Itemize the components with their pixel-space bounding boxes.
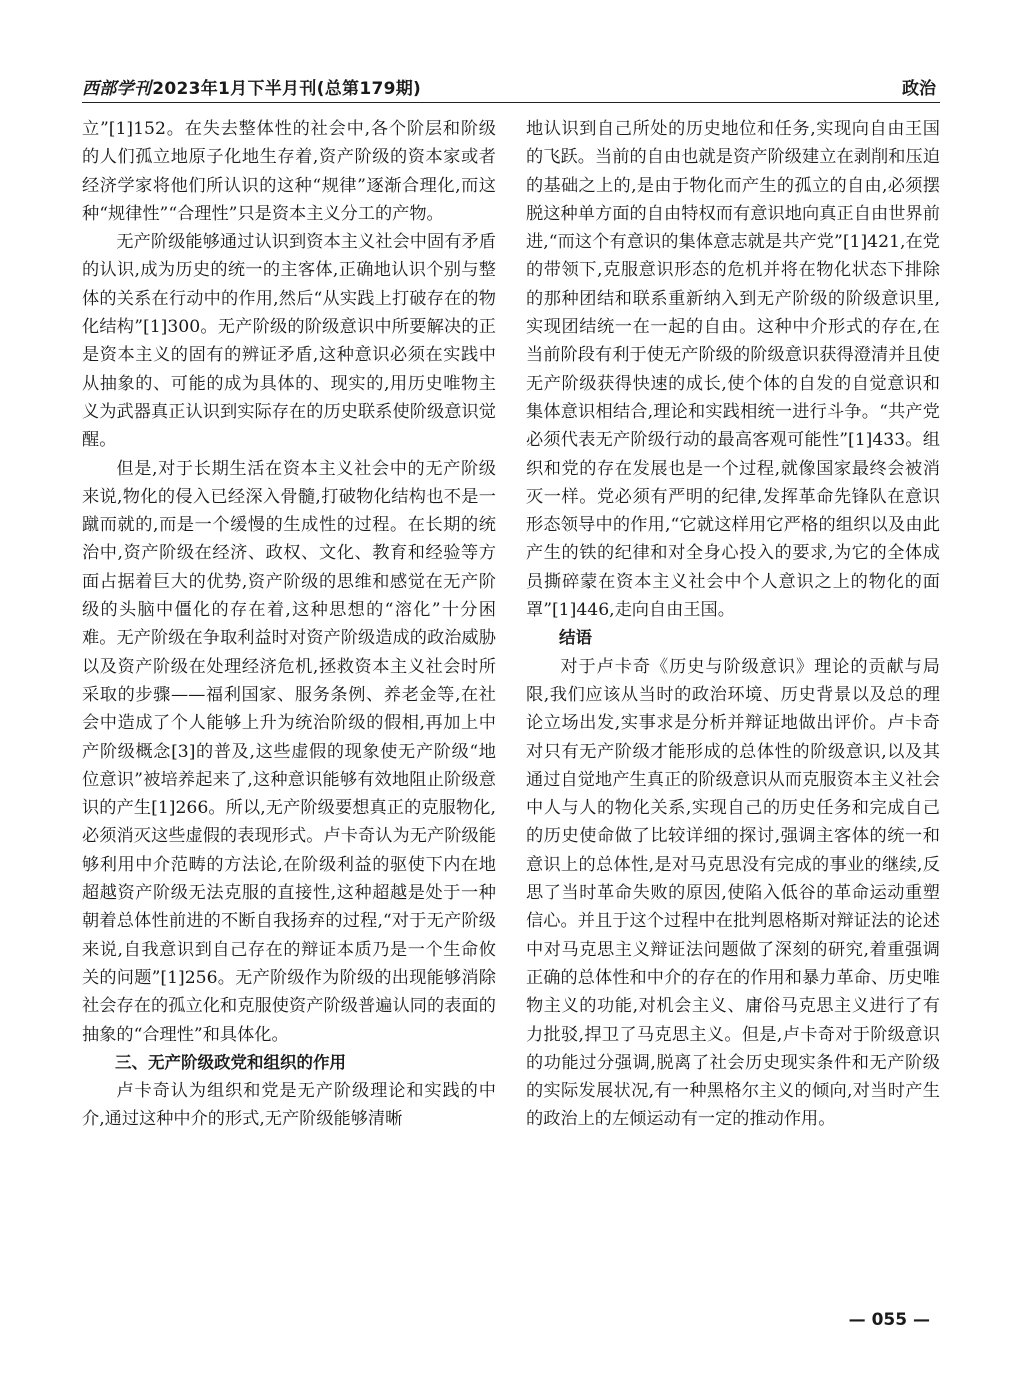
issue-info: 2023年1月下半月刊(总第179期)	[152, 79, 422, 99]
section-label: 政治	[902, 79, 936, 99]
paragraph: 无产阶级能够通过认识到资本主义社会中固有矛盾的认识,成为历史的统一的主客体,正确地认识个别与整体的关系在行动中的作用,然后“从实践上打破存在的物化结构”[1]300。无产阶级的阶级意识中所要解决的正是资本主义的固有的辨证矛盾,这种意识必须在实践中从抽象的、可能的成为具体的、现实的,用历史唯物主义为武器真正认识到实际存在的历史联系使阶级意识觉醒。	[82, 232, 496, 451]
paragraph: 立”[1]152。在失去整体性的社会中,各个阶层和阶级的人们孤立地原子化地生存着,资产阶级的资本家或者经济学家将他们所认识的这种“规律”逐渐合理化,而这种“规律性”“合理性”只是资本主义分工的产物。	[82, 119, 496, 224]
paragraph: 对于卢卡奇《历史与阶级意识》理论的贡献与局限,我们应该从当时的政治环境、历史背景以及总的理论立场出发,实事求是分析并辩证地做出评价。卢卡奇对只有无产阶级才能形成的总体性的阶级意识,以及其通过自觉地产生真正的阶级意识从而克服资本主义社会中人与人的物化关系,实现自己的历史任务和完成自己的历史使命做了比较详细的探讨,强调主客体的统一和意识上的总体性,是对马克思没有完成的事业的继续,反思了当时革命失败的原因,使陷入低谷的革命运动重塑信心。并且于这个过程中在批判恩格斯对辩证法的论述中对马克思主义辩证法问题做了深刻的研究,着重强调正确的总体性和中介的存在的作用和暴力革命、历史唯物主义的功能,对机会主义、庸俗马克思主义进行了有力批驳,捍卫了马克思主义。但是,卢卡奇对于阶级意识的功能过分强调,脱离了社会历史现实条件和无产阶级的实际发展状况,有一种黑格尔主义的倾向,对当时产生的政治上的左倾运动有一定的推动作用。	[526, 656, 940, 1130]
page-number: — 055 —	[848, 1310, 930, 1330]
right-column	[526, 115, 940, 1134]
page-header	[82, 70, 940, 100]
section-heading: 结语	[559, 628, 592, 648]
paragraph: 地认识到自己所处的历史地位和任务,实现向自由王国的飞跃。当前的自由也就是资产阶级建立在剥削和压迫的基础之上的,是由于物化而产生的孤立的自由,必须摆脱这种单方面的自由特权而有意识地向真正自由世界前进,“而这个有意识的集体意志就是共产党”[1]421,在党的带领下,克服意识形态的危机并将在物化状态下排除的那种团结和联系重新纳入到无产阶级的阶级意识里,实现团结统一在一起的自由。这种中介形式的存在,在当前阶段有利于使无产阶级的阶级意识获得澄清并且使无产阶级获得快速的成长,使个体的自发的自觉意识和集体意识相结合,理论和实践相统一进行斗争。“共产党必须代表无产阶级行动的最高客观可能性”[1]433。组织和党的存在发展也是一个过程,就像国家最终会被消灭一样。党必须有严明的纪律,发挥革命先锋队在意识形态领导中的作用,“它就这样用它严格的组织以及由此产生的铁的纪律和对全身心投入的要求,为它的全体成员撕碎蒙在资本主义社会中个人意识之上的物化的面罩”[1]446,走向自由王国。	[526, 119, 940, 621]
paragraph: 但是,对于长期生活在资本主义社会中的无产阶级来说,物化的侵入已经深入骨髓,打破物化结构也不是一蹴而就的,而是一个缓慢的生成性的过程。在长期的统治中,资产阶级在经济、政权、文化、教育和经验等方面占据着巨大的优势,资产阶级的思维和感觉在无产阶级的头脑中僵化的存在着,这种思想的“溶化”十分困难。无产阶级在争取利益时对资产阶级造成的政治威胁以及资产阶级在处理经济危机,拯救资本主义社会时所采取的步骤——福利国家、服务条例、养老金等,在社会中造成了个人能够上升为统治阶级的假相,再加上中产阶级概念[3]的普及,这些虚假的现象使无产阶级“地位意识”被培养起来了,这种意识能够有效地阻止阶级意识的产生[1]266。所以,无产阶级要想真正的克服物化,必须消灭这些虚假的表现形式。卢卡奇认为无产阶级能够利用中介范畴的方法论,在阶级利益的驱使下内在地超越资产阶级无法克服的直接性,这种超越是处于一种朝着总体性前进的不断自我扬弃的过程,“对于无产阶级来说,自我意识到自己存在的辩证本质乃是一个生命攸关的问题”[1]256。无产阶级作为阶级的出现能够消除社会存在的孤立化和克服使资产阶级普遍认同的表面的抽象的“合理性”和具体化。	[82, 458, 496, 1045]
journal-logo: 西部学刊	[82, 79, 152, 99]
section-heading: 三、无产阶级政党和组织的作用	[115, 1052, 346, 1072]
paragraph: 卢卡奇认为组织和党是无产阶级理论和实践的中介,通过这种中介的形式,无产阶级能够清晰	[82, 1081, 496, 1130]
journal-info	[82, 74, 421, 99]
left-column	[82, 115, 496, 1134]
header-rule	[82, 102, 940, 103]
